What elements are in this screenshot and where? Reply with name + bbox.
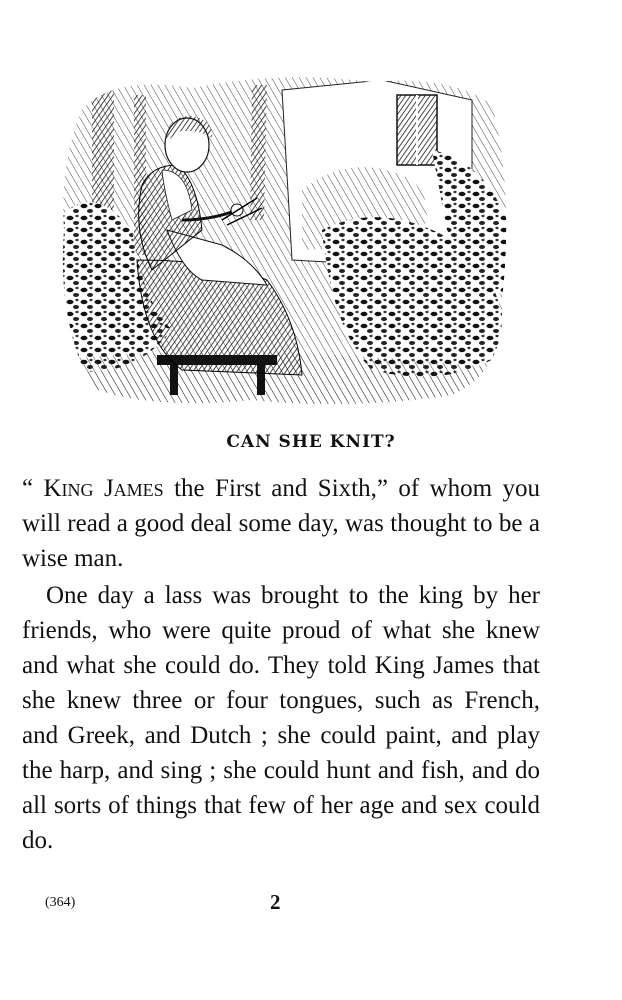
signature-mark: (364)	[45, 895, 76, 910]
paragraph-2: One day a lass was brought to the king by her friends, who were quite proud of what she knew and what she could do. They told King James that she knew three or four tongues, such as French, and Greek, and Dutch ; she could paint, and play the harp, and sing ; she could hunt and fish, and do all sorts of things that few of her age and sex could do.	[22, 582, 540, 854]
open-quote: “	[22, 475, 44, 502]
king-james-small-caps: King James	[43, 475, 164, 502]
body-text	[22, 471, 540, 858]
paragraph-1	[22, 471, 540, 576]
engraving-image	[52, 70, 512, 410]
paragraph-1-text: the First and Sixth,” of whom you will read a good deal some day, was thought to be a wise man.	[22, 475, 540, 572]
engraving-girl-knitting	[52, 70, 512, 410]
page-number: 2	[270, 890, 281, 914]
section-heading: CAN SHE KNIT?	[226, 432, 396, 452]
